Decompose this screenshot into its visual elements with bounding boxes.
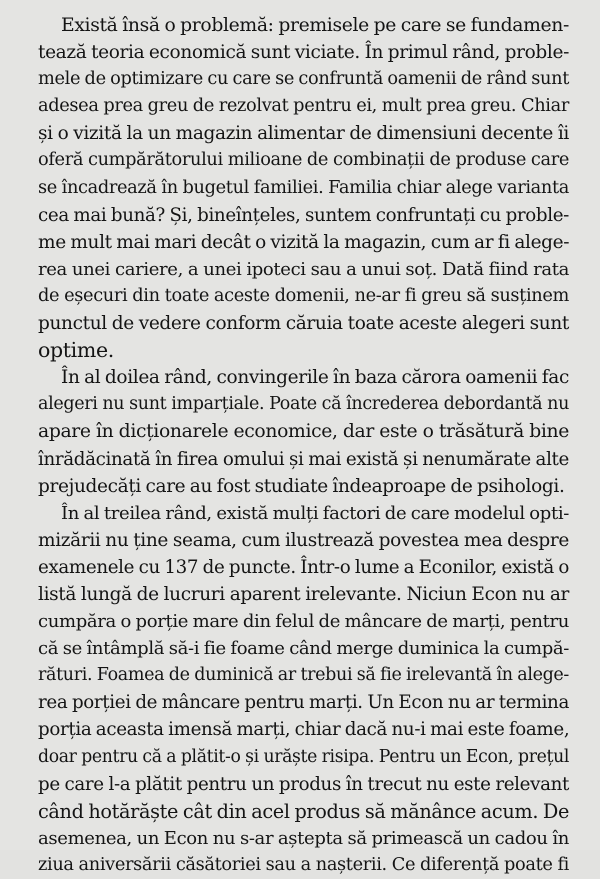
text-line: În al doilea rând, convingerile în baza cărora oamenii fac: [61, 367, 569, 389]
text-line: În al treilea rând, există mulți factori de care modelul opti-: [61, 502, 569, 524]
text-line: când hotărăște cât din acel produs să mănânce acum. De: [38, 799, 569, 823]
text-line: asemenea, un Econ nu s-ar aștepta să primească un cadou în: [38, 827, 569, 849]
text-line: cumpăra o porție mare din felul de mâncare de marți, pentru: [38, 611, 569, 633]
text-line: și o vizită la un magazin alimentar de dimensiuni decente îi: [38, 123, 569, 145]
text-line: doar pentru că a plătit-o și urăște risipa. Pentru un Econ, prețul: [38, 746, 569, 767]
text-line: me mult mai mari decât o vizită la magazin, cum ar fi alege-: [38, 231, 570, 253]
text-line: înrădăcinată în firea omului și mai există și nenumărate alte: [38, 448, 569, 470]
text-line: pe care l-a plătit pentru un produs în trecut nu este relevant: [38, 773, 569, 795]
text-line: examenele cu 137 de puncte. Într-o lume a Econilor, există o: [38, 556, 569, 578]
paragraph-2: [38, 364, 569, 499]
text-line: mizării nu ține seama, cum ilustrează povestea mea despre: [38, 529, 569, 551]
text-line: punctul de vedere conform căruia toate aceste alegeri sunt: [38, 313, 569, 335]
text-line: cea mai bună? Și, bineînțeles, suntem confruntați cu proble-: [38, 204, 569, 226]
text-line: optime.: [38, 338, 114, 363]
paragraph-1: [38, 12, 569, 364]
text-line: rături. Foamea de duminică ar trebui să fie irelevantă în alege-: [38, 665, 569, 686]
text-line: tează teoria economică sunt viciate. În primul rând, proble-: [38, 42, 569, 64]
text-line: rea unei cariere, a unei ipoteci sau a unui soț. Dată fiind rata: [38, 258, 569, 280]
text-line: porția aceasta imensă marți, chiar dacă nu-i mai este foame,: [38, 719, 570, 741]
text-line: se încadrează în bugetul familiei. Familia chiar alege varianta: [38, 177, 569, 198]
body-text: [38, 12, 569, 879]
text-line: listă lungă de lucruri aparent irelevante. Niciun Econ nu ar: [38, 583, 569, 605]
text-line: Există însă o problemă: premisele pe care se fundamen-: [61, 15, 569, 36]
text-line: de eșecuri din toate aceste domenii, ne-ar fi greu să susținem: [38, 285, 569, 306]
text-line: rea porției de mâncare pentru marți. Un Econ nu ar termina: [38, 692, 569, 714]
text-line: ziua aniversării căsătoriei sau a nașterii. Ce diferență poate fi: [38, 854, 569, 875]
text-line: apare în dicționarele economice, dar este o trăsătură bine: [38, 421, 569, 443]
text-line: prejudecăți care au fost studiate îndeaproape de psihologi.: [38, 475, 565, 497]
text-line: mele de optimizare cu care se confruntă oamenii de rând sunt: [38, 69, 569, 90]
text-line: că se întâmplă să-i fie foame când merge duminica la cumpă-: [38, 638, 569, 660]
text-line: oferă cumpărătorului milioane de combinații de produse care: [38, 150, 569, 171]
text-line: adesea prea greu de rezolvat pentru ei, mult prea greu. Chiar: [38, 96, 569, 117]
text-line: alegeri nu sunt imparțiale. Poate că încrederea debordantă nu: [38, 394, 569, 415]
paragraph-3: [38, 500, 569, 879]
